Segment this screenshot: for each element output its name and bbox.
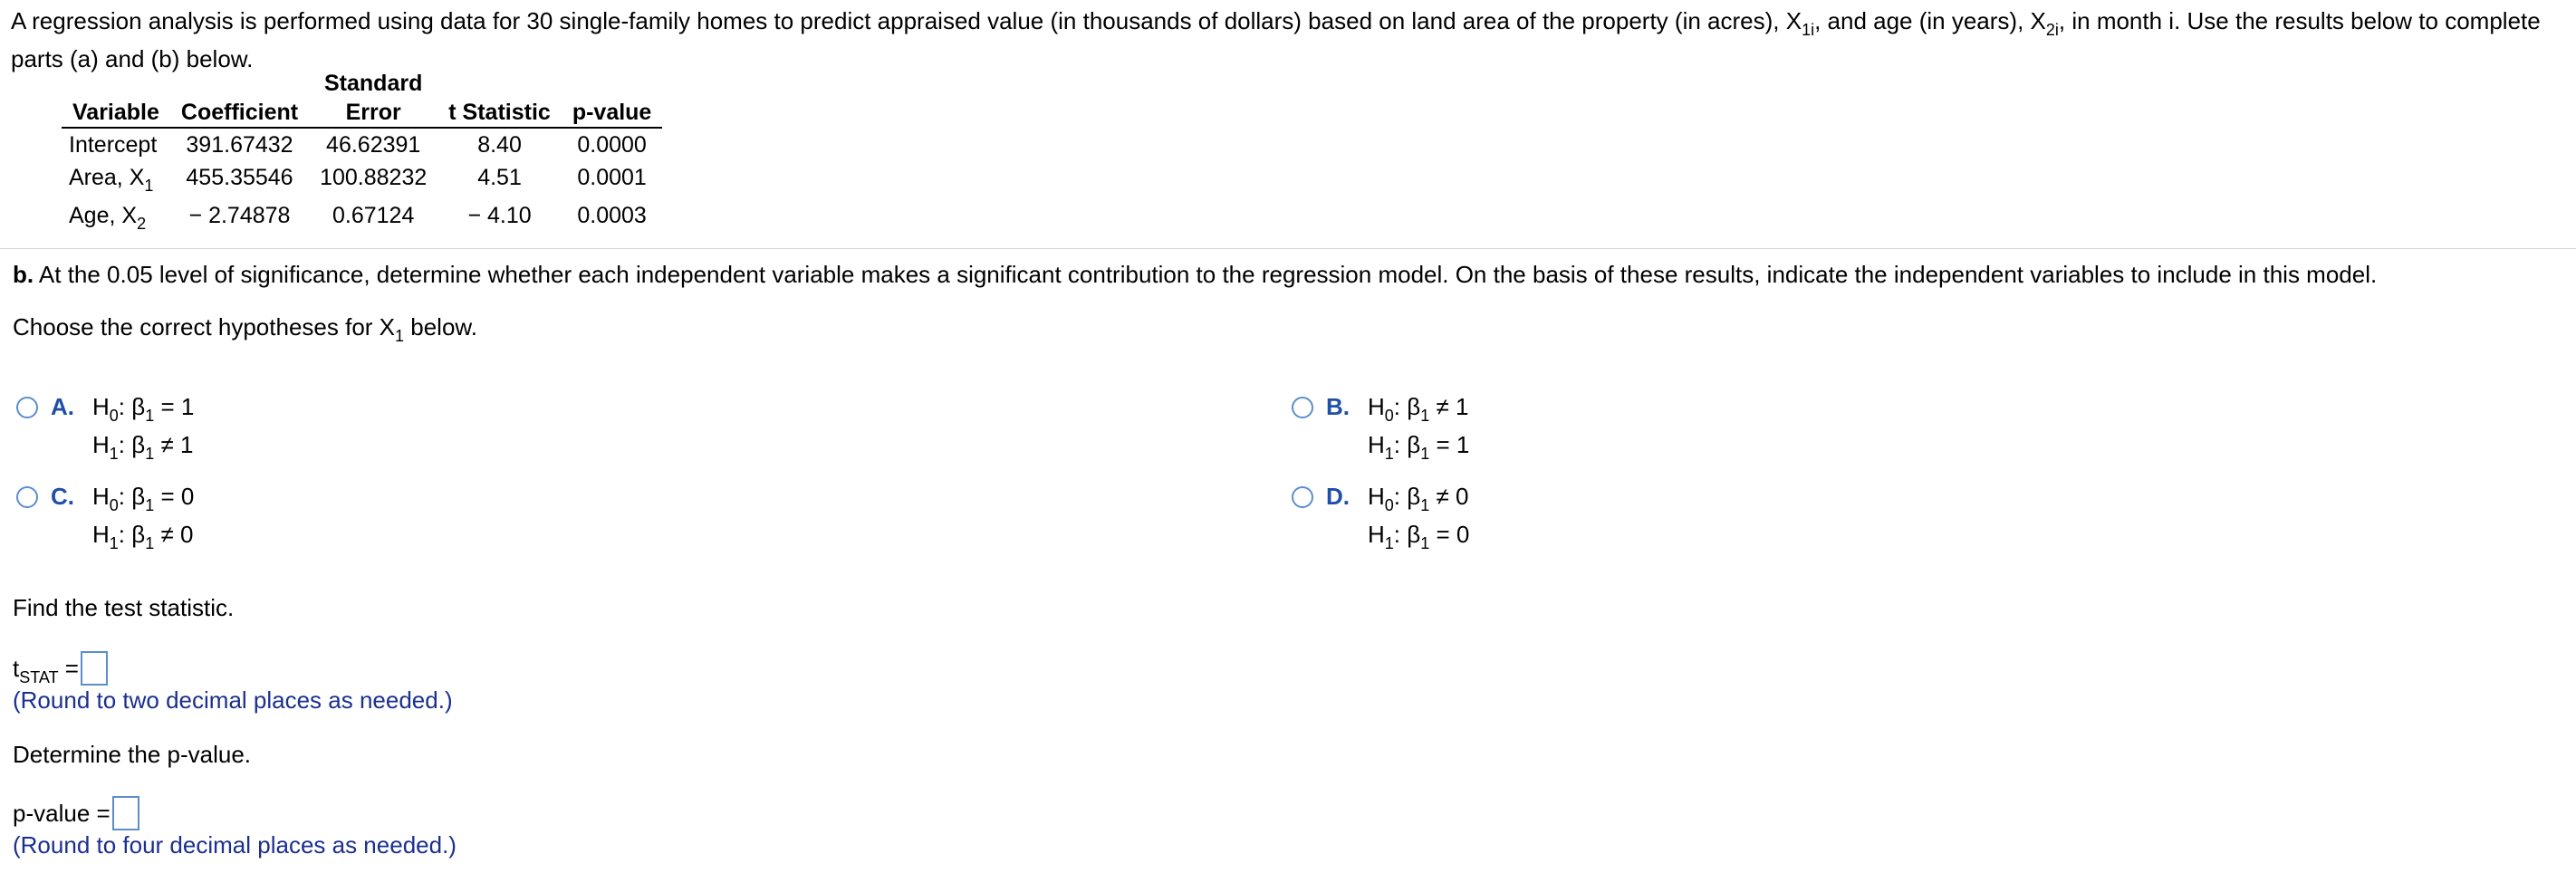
option-d[interactable] [1292, 477, 1469, 553]
choose-hypotheses-prompt: Choose the correct hypotheses for $X_1$ below. [13, 313, 477, 345]
cell-coefficient: 391.67432 [186, 132, 293, 158]
test-statistic-prompt: Find the test statistic. [13, 594, 235, 621]
option-d-h1: $H_1$: $\beta_1 = 0$ [1368, 521, 1470, 552]
cell-variable: Age, $X_2$ [69, 203, 147, 233]
p-value-label: p-value = [13, 799, 111, 827]
radio-option-c[interactable] [16, 486, 38, 508]
radio-option-b[interactable] [1292, 397, 1313, 418]
header-standard-error: Standard Error [309, 69, 437, 128]
radio-option-a[interactable] [16, 397, 38, 418]
option-b-h0: $H_0$: $\beta_1 \ne 1$ [1368, 393, 1469, 425]
option-a-letter: A. [51, 393, 74, 420]
option-a[interactable] [16, 388, 194, 464]
option-c-h0: $H_0$: $\beta_1 = 0$ [92, 483, 195, 514]
regression-results-table [62, 69, 662, 237]
option-d-h0: $H_0$: $\beta_1 \ne 0$ [1368, 483, 1469, 514]
option-d-letter: D. [1326, 483, 1350, 510]
option-c[interactable] [16, 477, 194, 553]
part-b-instructions: b. At the 0.05 level of significance, determine whether each independent variable makes a significant contribution to the regression model. On the basis of these results, indicate the independent variables to include in this model. [13, 261, 2378, 288]
table-header-row [62, 69, 662, 128]
cell-t-statistic: 8.40 [477, 132, 522, 158]
cell-variable: Area, $X_1$ [69, 165, 154, 195]
cell-p-value: 0.0001 [577, 165, 647, 190]
cell-t-statistic: − 4.10 [467, 203, 532, 228]
cell-std-error: 46.62391 [326, 132, 421, 158]
header-t-statistic: t Statistic [437, 69, 562, 128]
cell-coefficient: − 2.74878 [188, 203, 291, 228]
option-b-letter: B. [1326, 393, 1350, 420]
cell-p-value: 0.0003 [577, 203, 647, 228]
table-row [62, 161, 662, 194]
cell-variable: Intercept [69, 132, 158, 158]
table-row [62, 194, 662, 237]
header-p-value: p-value [562, 69, 663, 128]
option-a-h1: $H_1$: $\beta_1 \ne 1$ [92, 431, 194, 463]
option-b-h1: $H_1$: $\beta_1 = 1$ [1368, 431, 1470, 463]
p-value-prompt: Determine the p-value. [13, 741, 252, 768]
option-c-hypotheses [92, 477, 194, 553]
cell-p-value: 0.0000 [577, 132, 647, 158]
option-c-h1: $H_1$: $\beta_1 \ne 0$ [92, 521, 194, 552]
header-variable: Variable [62, 69, 170, 128]
radio-option-d[interactable] [1292, 486, 1313, 508]
option-c-letter: C. [51, 483, 74, 510]
p-value-rounding-note: (Round to four decimal places as needed.) [13, 831, 457, 859]
option-a-hypotheses [92, 388, 194, 464]
header-coefficient: Coefficient [170, 69, 309, 128]
tstat-answer-input[interactable] [81, 651, 108, 686]
tstat-label: $t_{STAT}$ = [13, 654, 79, 686]
tstat-rounding-note: (Round to two decimal places as needed.) [13, 686, 453, 714]
p-value-answer-input[interactable] [112, 796, 139, 830]
cell-std-error: 100.88232 [320, 165, 428, 190]
option-a-h0: $H_0$: $\beta_1 = 1$ [92, 393, 195, 425]
option-d-hypotheses [1368, 477, 1469, 553]
problem-intro: A regression analysis is performed using data for 30 single-family homes to predict appraised value (in thousands of dollars) based on land area of the property (in acres), $X_{1i}$, and age (in years), $X_{2i}$, in month i. Use the results below to complete parts (a) and (b) below. [11, 7, 2541, 72]
option-b[interactable] [1292, 388, 1469, 464]
cell-t-statistic: 4.51 [477, 165, 522, 190]
cell-coefficient: 455.35546 [186, 165, 293, 190]
table-row [62, 128, 662, 161]
cell-std-error: 0.67124 [332, 203, 415, 228]
section-divider [0, 248, 2576, 249]
option-b-hypotheses [1368, 388, 1469, 464]
